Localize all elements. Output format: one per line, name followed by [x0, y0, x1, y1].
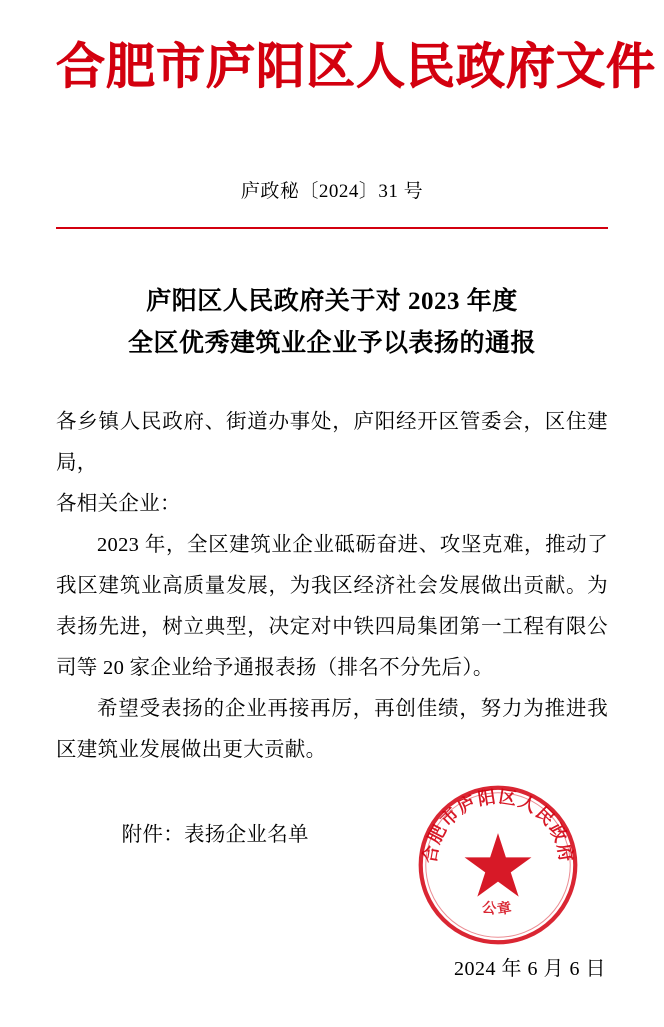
document-number: 庐政秘〔2024〕31 号 — [240, 180, 424, 202]
salutation-line-1: 各乡镇人民政府、街道办事处，庐阳经开区管委会，区住建局， — [56, 410, 608, 474]
signature-area — [308, 787, 608, 987]
body-paragraph-2: 希望受表扬的企业再接再厉，再创佳绩，努力为推进我区建筑业发展做出更大贡献。 — [56, 697, 608, 761]
red-divider-rule — [56, 227, 608, 230]
masthead — [56, 0, 657, 96]
svg-text:公章: 公章 — [480, 899, 516, 919]
document-body — [56, 402, 608, 771]
attachment-line: 附件：表扬企业名单 — [121, 823, 309, 846]
masthead-title: 合肥市庐阳区人民政府文件 — [56, 39, 657, 94]
svg-text:合肥市庐阳区人民政府: 合肥市庐阳区人民政府 — [419, 786, 577, 865]
page-title — [56, 281, 608, 364]
salutation-line-2: 各相关企业： — [56, 492, 181, 515]
issue-date: 2024 年 6 月 6 日 — [454, 958, 606, 980]
official-seal-stamp — [414, 781, 582, 949]
page-title-line-1: 庐阳区人民政府关于对 2023 年度 — [146, 288, 518, 316]
body-paragraph-1: 2023 年，全区建筑业企业砥砺奋进、攻坚克难，推动了我区建筑业高质量发展，为我区经济社会发展做出贡献。为表扬先进，树立典型，决定对中铁四局集团第一工程有限公司等 20 家企业给予通报表扬（排名不分先后）。 — [56, 533, 608, 679]
page-title-line-2: 全区优秀建筑业企业予以表扬的通报 — [127, 329, 536, 357]
